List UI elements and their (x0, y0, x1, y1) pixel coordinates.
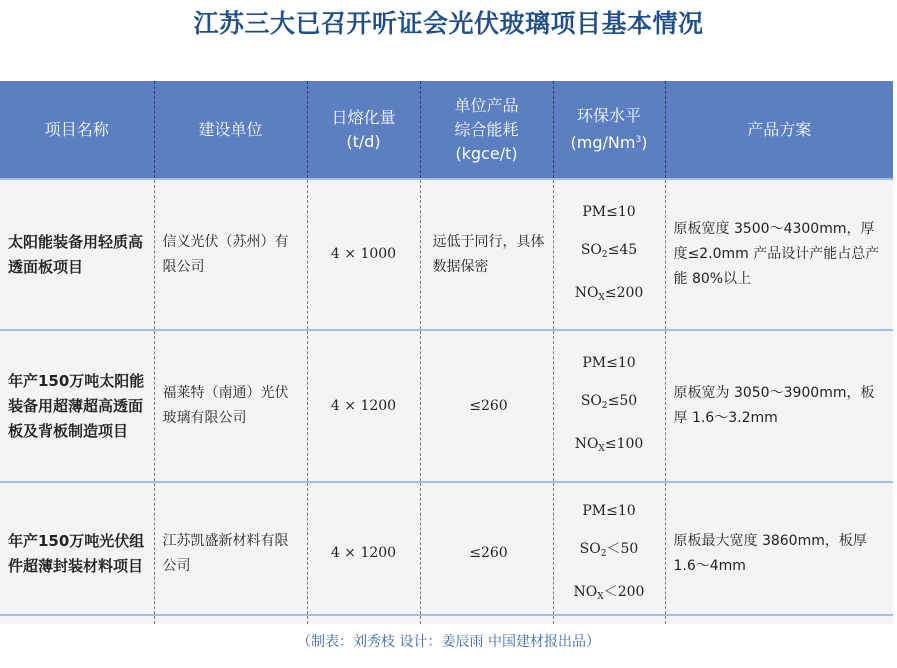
table-row (0, 482, 893, 624)
pm-value: PM≤10 (582, 355, 636, 371)
table-bottom-border (0, 614, 893, 616)
project-name-cell: 太阳能装备用轻质高透面板项目 (0, 179, 154, 330)
nox-value: $NO_X\le 200$ (574, 284, 644, 303)
table-row (0, 330, 893, 482)
header-daily-melting: 日熔化量 (t/d) (307, 81, 420, 179)
nox-value: $NO_X\le 100$ (574, 436, 644, 454)
header-env-level: 环保水平 (mg/Nm$^3$) (553, 81, 665, 179)
table-row (0, 179, 893, 330)
so2-value: $SO_2\le 50$ (580, 393, 638, 411)
env-cell (553, 330, 665, 482)
plan-cell: 原板最大宽度 3860mm，板厚 1.6～4mm (665, 482, 893, 624)
header-product-plan: 产品方案 (665, 81, 893, 179)
projects-table-container (0, 81, 893, 624)
projects-table (0, 81, 893, 624)
energy-cell: ≤260 (420, 482, 553, 624)
so2-value: $SO_2\le 45$ (580, 241, 638, 260)
so2-value: $SO_2<50$ (579, 540, 639, 559)
env-cell (553, 179, 665, 330)
capacity-cell: 4 × 1000 (307, 179, 420, 330)
energy-cell: 远低于同行，具体数据保密 (420, 179, 553, 330)
header-project-name: 项目名称 (0, 81, 154, 179)
project-name-cell: 年产150万吨太阳能装备用超薄超高透面板及背板制造项目 (0, 330, 154, 482)
nox-value: $NO_X<200$ (573, 583, 645, 602)
builder-cell: 江苏凯盛新材料有限公司 (154, 482, 307, 624)
plan-cell: 原板宽度 3500～4300mm，厚度≤2.0mm 产品设计产能占总产能 80%以上 (665, 179, 893, 330)
page-title: 江苏三大已召开听证会光伏玻璃项目基本情况 (193, 9, 704, 38)
pm-value: PM≤10 (582, 203, 636, 220)
source-caption: （制表：刘秀枝 设计：姜辰雨 中国建材报出品） (297, 634, 600, 650)
energy-cell: ≤260 (420, 330, 553, 482)
plan-cell: 原板宽为 3050～3900mm，板厚 1.6～3.2mm (665, 330, 893, 482)
capacity-cell: 4 × 1200 (307, 482, 420, 624)
builder-cell: 信义光伏（苏州）有限公司 (154, 179, 307, 330)
pm-value: PM≤10 (582, 502, 636, 519)
table-header-row (0, 81, 893, 179)
builder-cell: 福莱特（南通）光伏玻璃有限公司 (154, 330, 307, 482)
header-energy-consumption: 单位产品 综合能耗 (kgce/t) (420, 81, 553, 179)
env-cell (553, 482, 665, 624)
capacity-cell: 4 × 1200 (307, 330, 420, 482)
header-builder: 建设单位 (154, 81, 307, 179)
project-name-cell: 年产150万吨光伏组件超薄封装材料项目 (0, 482, 154, 624)
